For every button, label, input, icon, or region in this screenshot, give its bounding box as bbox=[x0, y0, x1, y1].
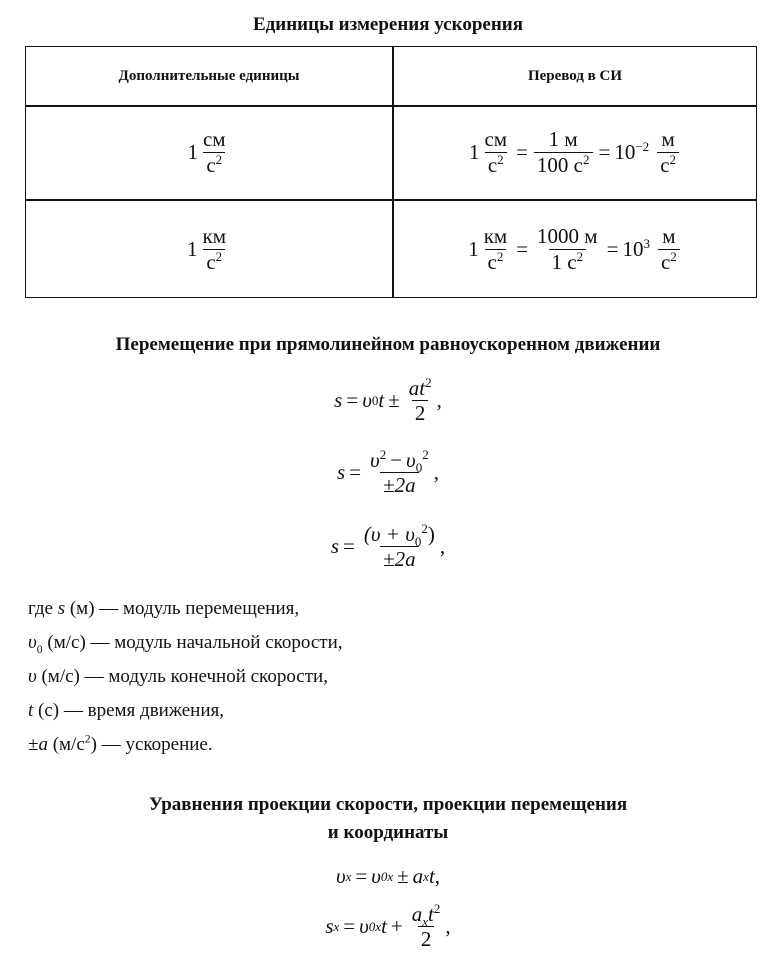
table-row-conversion bbox=[392, 199, 758, 299]
list-item: ±a $(м/с^2)$ — ускорение. bbox=[28, 732, 213, 755]
list-item: υ (м/с) — модуль конечной скорости, bbox=[28, 666, 328, 687]
list-item: $\upsilon_0$ (м/с) — модуль начальной скорости, bbox=[28, 632, 343, 656]
table-row bbox=[26, 105, 392, 199]
section-title-projections-line1: Уравнения проекции скорости, проекции перемещения bbox=[148, 794, 628, 815]
section-title-projections-line2: и координаты bbox=[327, 822, 449, 843]
table-row bbox=[26, 199, 392, 299]
table-header-col1: Дополнительные единицы bbox=[118, 67, 300, 84]
table-header-col2: Перевод в СИ bbox=[527, 67, 623, 84]
formula-displacement-1: s = υ 0 t ± $\frac{at^2}{2}$ , bbox=[334, 375, 442, 426]
list-item: где s (м) — модуль перемещения, bbox=[28, 598, 300, 619]
conversion-km: 1 $\frac{км}{с^2}$ = $\frac{1000 м}{1 с^2}$ = $10^3$ $\frac{м}{с^2}$ bbox=[468, 224, 682, 273]
section-title-displacement: Перемещение при прямолинейном равноускоренном движении bbox=[115, 334, 661, 355]
definitions-list bbox=[28, 592, 343, 762]
formula-displacement-3: s = $\frac{(\upsilon + \upsilon_0^2)}{\pm 2a}$ , bbox=[330, 521, 446, 572]
unit-km-per-s2: 1 $\frac{км}{с^2}$ bbox=[187, 224, 226, 274]
list-item: t (с) — время движения, bbox=[28, 700, 224, 721]
formula-velocity-projection: υ x = υ 0x ± a x t , bbox=[335, 864, 441, 888]
table-row-conversion bbox=[392, 105, 758, 199]
conversion-cm: 1 $\frac{см}{с^2}$ = $\frac{1 м}{100 с^2}$ = $10^{-2}$ $\frac{м}{с^2}$ bbox=[469, 127, 681, 176]
units-table bbox=[25, 46, 757, 298]
unit-cm-per-s2: 1 $\frac{см}{с^2}$ bbox=[187, 127, 226, 177]
formula-displacement-2: s = $\frac{\upsilon^2 - \upsilon_0^2}{\pm 2a}$ , bbox=[337, 447, 439, 498]
section-title-units: Единицы измерения ускорения bbox=[253, 14, 523, 35]
formula-displacement-projection: s x = υ 0x t + $\frac{a_xt^2}{2}$ , bbox=[325, 901, 451, 952]
